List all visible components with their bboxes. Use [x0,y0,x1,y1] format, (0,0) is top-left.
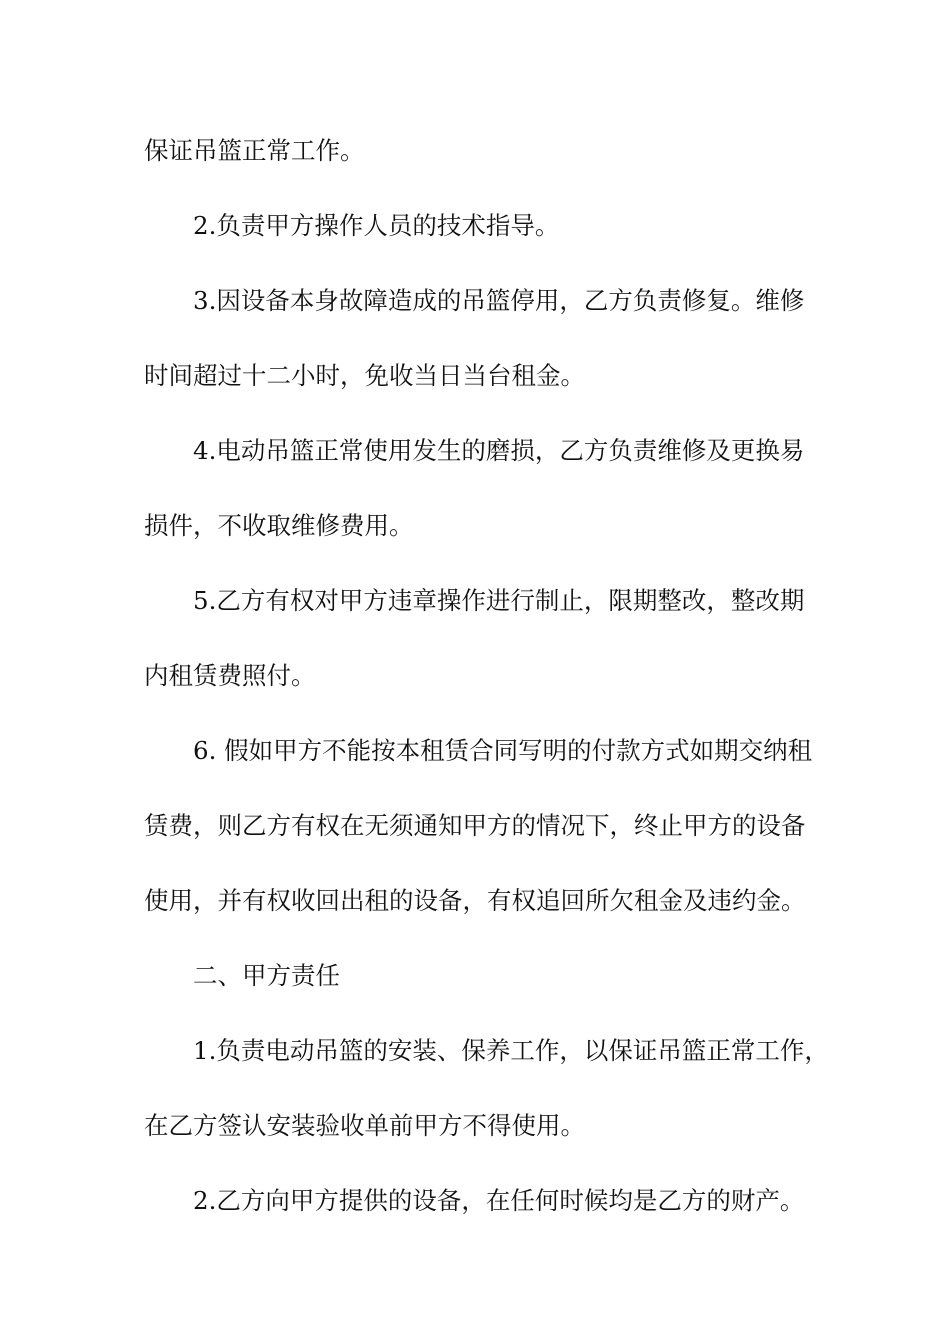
paragraph-line: 赁费，则乙方有权在无须通知甲方的情况下，终止甲方的设备 [144,811,806,840]
paragraph-line: 损件，不收取维修费用。 [144,511,414,540]
paragraph-line: 内租赁费照付。 [144,661,316,690]
paragraph-line: 在乙方签认安装验收单前甲方不得使用。 [144,1111,585,1140]
paragraph-line: 2.乙方向甲方提供的设备，在任何时候均是乙方的财产。 [193,1186,805,1215]
paragraph-line: 3.因设备本身故障造成的吊篮停用，乙方负责修复。维修 [193,286,805,315]
paragraph-line: 4.电动吊篮正常使用发生的磨损，乙方负责维修及更换易 [193,436,805,465]
paragraph-line: 5.乙方有权对甲方违章操作进行制止，限期整改，整改期 [193,586,805,615]
paragraph-line: 保证吊篮正常工作。 [144,136,365,165]
paragraph-line: 时间超过十二小时，免收当日当台租金。 [144,361,585,390]
section-heading: 二、甲方责任 [193,961,340,990]
paragraph-line: 1.负责电动吊篮的安装、保养工作，以保证吊篮正常工作， [193,1036,829,1065]
paragraph-line: 6. 假如甲方不能按本租赁合同写明的付款方式如期交纳租 [193,736,813,765]
paragraph-line: 2.负责甲方操作人员的技术指导。 [193,211,560,240]
paragraph-line: 使用，并有权收回出租的设备，有权追回所欠租金及违约金。 [144,886,806,915]
